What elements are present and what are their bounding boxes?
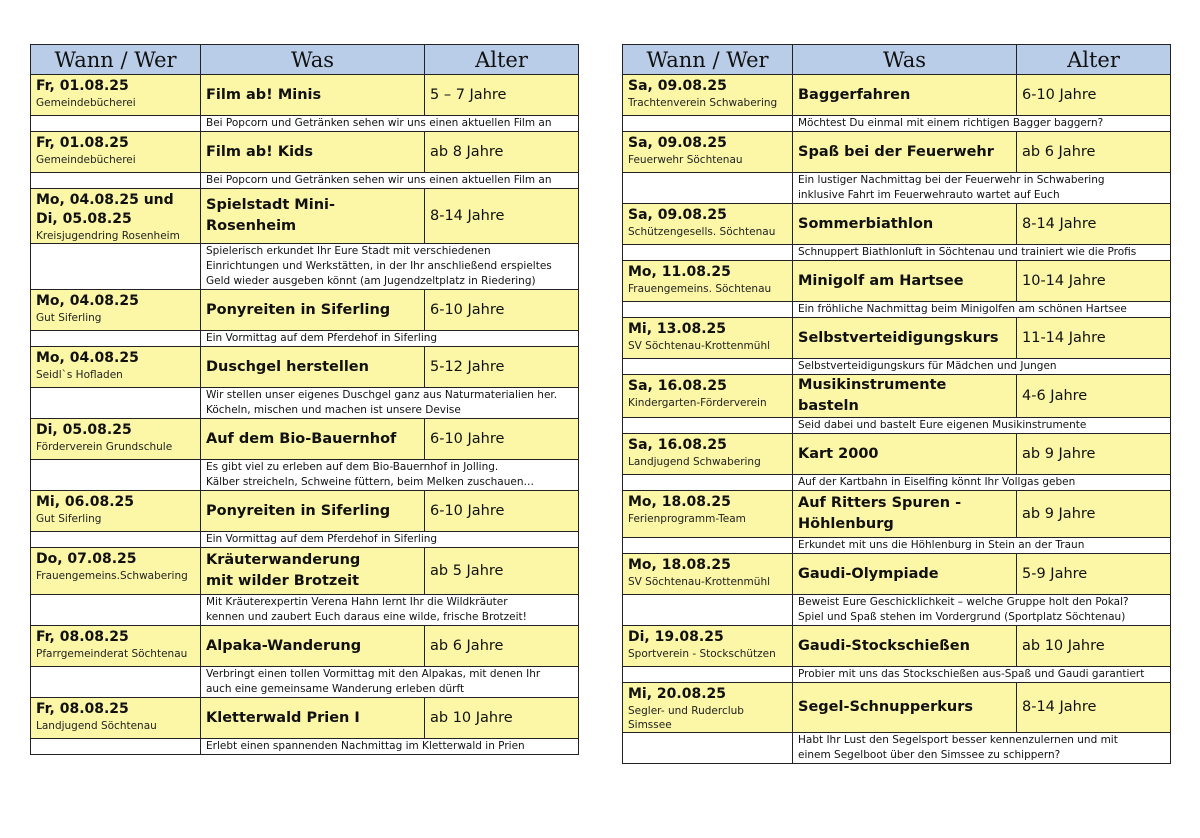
event-description-line: Verbringt einen tollen Vormittag mit den Alpakas, mit denen Ihr bbox=[206, 668, 541, 680]
event-age-cell bbox=[425, 698, 579, 739]
event-title-cell bbox=[793, 132, 1017, 173]
event-row bbox=[31, 290, 579, 331]
description-spacer bbox=[31, 532, 201, 548]
event-date: Di, 19.08.25 bbox=[628, 629, 724, 645]
event-description bbox=[793, 667, 1171, 683]
event-age-cell bbox=[1017, 375, 1171, 418]
event-description bbox=[201, 244, 579, 290]
event-description bbox=[793, 475, 1171, 491]
description-spacer bbox=[623, 245, 793, 261]
event-organizer: Seidl`s Hofladen bbox=[36, 369, 123, 381]
event-description-row bbox=[623, 475, 1171, 491]
event-description bbox=[793, 595, 1171, 626]
event-row bbox=[623, 318, 1171, 359]
event-title: Minigolf am Hartsee bbox=[798, 272, 964, 289]
event-title-cell bbox=[793, 375, 1017, 418]
event-description-row bbox=[31, 173, 579, 189]
description-spacer bbox=[623, 302, 793, 318]
event-when-who bbox=[623, 261, 793, 302]
event-age: 6-10 Jahre bbox=[430, 430, 505, 447]
event-date: Mi, 20.08.25 bbox=[628, 686, 727, 702]
event-organizer: Landjugend Söchtenau bbox=[36, 720, 157, 732]
event-organizer: Gemeindebücherei bbox=[36, 154, 136, 166]
event-when-who bbox=[623, 375, 793, 418]
event-age-cell bbox=[1017, 204, 1171, 245]
event-description-line: Seid dabei und bastelt Eure eigenen Musikinstrumente bbox=[798, 419, 1087, 431]
event-title-cell bbox=[793, 683, 1017, 733]
description-spacer bbox=[623, 359, 793, 375]
event-title-cell bbox=[201, 698, 425, 739]
event-description bbox=[201, 388, 579, 419]
description-spacer bbox=[623, 475, 793, 491]
event-description-line: einem Segelboot über den Simssee zu schippern? bbox=[798, 749, 1061, 761]
event-when-who bbox=[623, 683, 793, 733]
event-organizer: SV Söchtenau-Krottenmühl bbox=[628, 340, 771, 352]
event-description-row bbox=[31, 460, 579, 491]
event-when-who bbox=[31, 626, 201, 667]
event-description bbox=[793, 359, 1171, 375]
event-row bbox=[623, 683, 1171, 733]
event-description-line: Spiel und Spaß stehen im Vordergrund (Sportplatz Söchtenau) bbox=[798, 611, 1126, 623]
event-age: 6-10 Jahre bbox=[1022, 86, 1097, 103]
description-spacer bbox=[623, 173, 793, 204]
event-age-cell bbox=[425, 75, 579, 116]
event-description bbox=[793, 733, 1171, 764]
event-title-cell bbox=[201, 132, 425, 173]
event-description-line: Selbstverteidigungskurs für Mädchen und Jungen bbox=[798, 360, 1057, 372]
table-header-row bbox=[623, 45, 1171, 75]
event-title: Musikinstrumente basteln bbox=[798, 377, 947, 414]
event-when-who bbox=[623, 132, 793, 173]
event-row bbox=[623, 204, 1171, 245]
event-organizer: Gemeindebücherei bbox=[36, 97, 136, 109]
event-description-line: Bei Popcorn und Getränken sehen wir uns einen aktuellen Film an bbox=[206, 174, 552, 186]
event-title: Baggerfahren bbox=[798, 86, 911, 103]
event-description-line: auch eine gemeinsame Wanderung erleben dürft bbox=[206, 683, 465, 695]
event-organizer: Frauengemeins. Söchtenau bbox=[628, 283, 772, 295]
event-description bbox=[793, 538, 1171, 554]
event-row bbox=[31, 698, 579, 739]
event-age: ab 5 Jahre bbox=[430, 562, 504, 579]
description-spacer bbox=[31, 116, 201, 132]
event-description-row bbox=[623, 302, 1171, 318]
event-date: Do, 07.08.25 bbox=[36, 551, 137, 567]
event-age-cell bbox=[425, 132, 579, 173]
event-age-cell bbox=[1017, 491, 1171, 538]
event-age: ab 10 Jahre bbox=[1022, 637, 1105, 654]
event-age: ab 6 Jahre bbox=[430, 637, 504, 654]
event-organizer: Kreisjugendring Rosenheim bbox=[36, 230, 180, 242]
event-date: Sa, 16.08.25 bbox=[628, 378, 727, 394]
description-spacer bbox=[31, 331, 201, 347]
event-date: Fr, 08.08.25 bbox=[36, 629, 129, 645]
event-title: Alpaka-Wanderung bbox=[206, 637, 362, 654]
header-wann: Wann / Wer bbox=[31, 45, 201, 75]
event-organizer: Simssee bbox=[628, 719, 672, 731]
event-description-line: Einrichtungen und Werkstätten, in der Ihr anschließend erspieltes bbox=[206, 260, 552, 272]
event-title-cell bbox=[201, 419, 425, 460]
event-age: 5 – 7 Jahre bbox=[430, 86, 507, 103]
event-when-who bbox=[623, 434, 793, 475]
program-entries-left bbox=[31, 75, 579, 755]
event-description bbox=[201, 532, 579, 548]
event-age: ab 9 Jahre bbox=[1022, 445, 1096, 462]
event-when-who bbox=[31, 548, 201, 595]
event-row bbox=[31, 189, 579, 244]
event-title: Kräuterwanderung bbox=[206, 552, 361, 568]
event-age-cell bbox=[425, 548, 579, 595]
event-description-line: Bei Popcorn und Getränken sehen wir uns einen aktuellen Film an bbox=[206, 117, 552, 129]
event-row bbox=[31, 626, 579, 667]
header-wann: Wann / Wer bbox=[623, 45, 793, 75]
event-description bbox=[201, 173, 579, 189]
event-organizer: Ferienprogramm-Team bbox=[628, 513, 746, 525]
event-title-cell bbox=[793, 434, 1017, 475]
event-age-cell bbox=[1017, 318, 1171, 359]
event-age-cell bbox=[1017, 434, 1171, 475]
event-age: 4-6 Jahre bbox=[1022, 387, 1088, 404]
event-when-who bbox=[31, 698, 201, 739]
event-title-cell bbox=[201, 290, 425, 331]
event-when-who bbox=[623, 318, 793, 359]
event-title: Spaß bei der Feuerwehr bbox=[798, 143, 994, 160]
event-title: Spielstadt Mini-Rosenheim bbox=[206, 197, 336, 234]
description-spacer bbox=[623, 116, 793, 132]
event-organizer: SV Söchtenau-Krottenmühl bbox=[628, 576, 771, 588]
event-title: Kletterwald Prien I bbox=[206, 709, 360, 726]
event-description-row bbox=[623, 667, 1171, 683]
event-organizer: Förderverein Grundschule bbox=[36, 441, 173, 453]
event-description-row bbox=[623, 245, 1171, 261]
event-age-cell bbox=[1017, 132, 1171, 173]
header-alter: Alter bbox=[425, 45, 579, 75]
event-age: 5-9 Jahre bbox=[1022, 565, 1088, 582]
event-date: Fr, 01.08.25 bbox=[36, 78, 129, 94]
event-when-who bbox=[623, 626, 793, 667]
event-description-row bbox=[31, 532, 579, 548]
event-when-who bbox=[31, 75, 201, 116]
event-description bbox=[201, 460, 579, 491]
description-spacer bbox=[623, 418, 793, 434]
event-description-line: Geld wieder ausgeben könnt (am Jugendzeltplatz in Riedering) bbox=[206, 275, 536, 287]
event-description bbox=[201, 595, 579, 626]
event-age-cell bbox=[425, 419, 579, 460]
event-description-line: Möchtest Du einmal mit einem richtigen Bagger baggern? bbox=[798, 117, 1104, 129]
event-date: Sa, 16.08.25 bbox=[628, 437, 727, 453]
event-age-cell bbox=[425, 189, 579, 244]
event-description bbox=[201, 116, 579, 132]
event-row bbox=[31, 75, 579, 116]
event-row bbox=[623, 626, 1171, 667]
event-date: Mi, 13.08.25 bbox=[628, 321, 727, 337]
event-date: Fr, 01.08.25 bbox=[36, 135, 129, 151]
event-date: Mo, 11.08.25 bbox=[628, 264, 731, 280]
event-when-who bbox=[623, 554, 793, 595]
event-row bbox=[31, 419, 579, 460]
event-age-cell bbox=[425, 626, 579, 667]
program-entries-right bbox=[623, 75, 1171, 764]
event-description bbox=[793, 418, 1171, 434]
event-description-line: Ein Vormittag auf dem Pferdehof in Siferling bbox=[206, 332, 438, 344]
description-spacer bbox=[31, 595, 201, 626]
event-age: 8-14 Jahre bbox=[430, 207, 505, 224]
event-description-row bbox=[31, 388, 579, 419]
event-title: Höhlenburg bbox=[798, 516, 894, 532]
event-organizer: Pfarrgemeinderat Söchtenau bbox=[36, 648, 188, 660]
event-title: Ponyreiten in Siferling bbox=[206, 301, 391, 318]
event-date: Fr, 08.08.25 bbox=[36, 701, 129, 717]
event-description-row bbox=[623, 116, 1171, 132]
table-header-row bbox=[31, 45, 579, 75]
event-description-line: Probier mit uns das Stockschießen aus-Spaß und Gaudi garantiert bbox=[798, 668, 1145, 680]
event-date: Di, 05.08.25 bbox=[36, 422, 132, 438]
event-description-line: Ein Vormittag auf dem Pferdehof in Siferling bbox=[206, 533, 438, 545]
event-title-cell bbox=[793, 491, 1017, 538]
description-spacer bbox=[31, 460, 201, 491]
event-organizer: Kindergarten-Förderverein bbox=[628, 397, 767, 409]
event-row bbox=[623, 375, 1171, 418]
event-title-cell bbox=[793, 261, 1017, 302]
event-date: Di, 05.08.25 bbox=[36, 211, 132, 227]
event-title: Segel-Schnupperkurs bbox=[798, 699, 973, 715]
event-date: Mo, 18.08.25 bbox=[628, 557, 731, 573]
event-age: 6-10 Jahre bbox=[430, 301, 505, 318]
event-age: 5-12 Jahre bbox=[430, 358, 505, 375]
event-title: Film ab! Minis bbox=[206, 86, 322, 103]
description-spacer bbox=[31, 388, 201, 419]
event-organizer: Feuerwehr Söchtenau bbox=[628, 154, 743, 166]
event-description-line: Ein lustiger Nachmittag bei der Feuerwehr in Schwabering bbox=[798, 174, 1105, 186]
header-was: Was bbox=[201, 45, 425, 75]
event-title-cell bbox=[793, 626, 1017, 667]
event-title: Duschgel herstellen bbox=[206, 358, 369, 375]
event-title: Film ab! Kids bbox=[206, 143, 314, 160]
event-organizer: Gut Siferling bbox=[36, 312, 102, 324]
event-description-line: Auf der Kartbahn in Eiselfing könnt Ihr Vollgas geben bbox=[798, 476, 1076, 488]
event-when-who bbox=[623, 204, 793, 245]
event-description bbox=[793, 302, 1171, 318]
event-when-who bbox=[31, 347, 201, 388]
header-was: Was bbox=[793, 45, 1017, 75]
event-description-line: Schnuppert Biathlonluft in Söchtenau und trainiert wie die Profis bbox=[798, 246, 1137, 258]
description-spacer bbox=[623, 595, 793, 626]
event-age-cell bbox=[1017, 554, 1171, 595]
event-description bbox=[793, 173, 1171, 204]
event-description-row bbox=[31, 595, 579, 626]
event-age-cell bbox=[1017, 261, 1171, 302]
event-when-who bbox=[31, 189, 201, 244]
event-row bbox=[623, 132, 1171, 173]
event-age: 10-14 Jahre bbox=[1022, 272, 1106, 289]
event-description bbox=[793, 116, 1171, 132]
event-title-cell bbox=[201, 491, 425, 532]
event-age-cell bbox=[425, 290, 579, 331]
event-title-cell bbox=[201, 75, 425, 116]
event-description-line: Erlebt einen spannenden Nachmittag im Kletterwald in Prien bbox=[206, 740, 525, 752]
event-description-row bbox=[31, 331, 579, 347]
event-organizer: Trachtenverein Schwabering bbox=[628, 97, 778, 109]
event-row bbox=[623, 491, 1171, 538]
description-spacer bbox=[31, 739, 201, 755]
event-description-row bbox=[31, 116, 579, 132]
event-title: Auf Ritters Spuren - bbox=[798, 495, 962, 511]
event-when-who bbox=[31, 132, 201, 173]
program-table-right bbox=[622, 44, 1171, 764]
event-title: Kart 2000 bbox=[798, 445, 879, 462]
event-date: Sa, 09.08.25 bbox=[628, 135, 727, 151]
event-age: 8-14 Jahre bbox=[1022, 699, 1097, 715]
event-date: Mi, 06.08.25 bbox=[36, 494, 135, 510]
event-description-line: kennen und zaubert Euch daraus eine wilde, frische Brotzeit! bbox=[206, 611, 527, 623]
event-organizer: Schützengesells. Söchtenau bbox=[628, 226, 776, 238]
event-description-line: Habt Ihr Lust den Segelsport besser kennenzulernen und mit bbox=[798, 734, 1118, 746]
event-description-line: Es gibt viel zu erleben auf dem Bio-Bauernhof in Jolling. bbox=[206, 461, 499, 473]
event-description-row bbox=[31, 739, 579, 755]
event-age-cell bbox=[425, 347, 579, 388]
description-spacer bbox=[623, 733, 793, 764]
event-description-line: Spielerisch erkundet Ihr Eure Stadt mit verschiedenen bbox=[206, 245, 491, 257]
event-when-who bbox=[31, 419, 201, 460]
event-title-cell bbox=[793, 554, 1017, 595]
event-title: Auf dem Bio-Bauernhof bbox=[206, 430, 397, 447]
event-row bbox=[31, 491, 579, 532]
event-description-line: inklusive Fahrt im Feuerwehrauto wartet auf Euch bbox=[798, 189, 1060, 201]
event-row bbox=[623, 261, 1171, 302]
event-age-cell bbox=[1017, 75, 1171, 116]
event-title-cell bbox=[201, 189, 425, 244]
event-description-line: Beweist Eure Geschicklichkeit – welche Gruppe holt den Pokal? bbox=[798, 596, 1129, 608]
description-spacer bbox=[31, 173, 201, 189]
event-description-line: Mit Kräuterexpertin Verena Hahn lernt Ihr die Wildkräuter bbox=[206, 596, 508, 608]
event-when-who bbox=[31, 491, 201, 532]
event-description-row bbox=[31, 244, 579, 290]
event-age: ab 6 Jahre bbox=[1022, 143, 1096, 160]
event-title-cell bbox=[793, 204, 1017, 245]
event-title-cell bbox=[201, 626, 425, 667]
event-description-line: Köcheln, mischen und machen ist unsere Devise bbox=[206, 404, 461, 416]
event-age-cell bbox=[425, 491, 579, 532]
event-description bbox=[201, 331, 579, 347]
event-age: ab 10 Jahre bbox=[430, 709, 513, 726]
event-organizer: Frauengemeins.Schwabering bbox=[36, 570, 188, 582]
event-description-row bbox=[623, 418, 1171, 434]
event-date: Mo, 04.08.25 bbox=[36, 350, 139, 366]
event-row bbox=[623, 554, 1171, 595]
description-spacer bbox=[31, 244, 201, 290]
event-title-cell bbox=[201, 548, 425, 595]
description-spacer bbox=[31, 667, 201, 698]
event-organizer: Sportverein - Stockschützen bbox=[628, 648, 776, 660]
header-alter: Alter bbox=[1017, 45, 1171, 75]
event-description-row bbox=[623, 595, 1171, 626]
event-organizer: Landjugend Schwabering bbox=[628, 456, 761, 468]
event-description-line: Erkundet mit uns die Höhlenburg in Stein an der Traun bbox=[798, 539, 1085, 551]
event-when-who bbox=[623, 491, 793, 538]
event-title-cell bbox=[793, 318, 1017, 359]
event-description-row bbox=[623, 733, 1171, 764]
event-age-cell bbox=[1017, 626, 1171, 667]
event-description-row bbox=[623, 173, 1171, 204]
event-date: Sa, 09.08.25 bbox=[628, 207, 727, 223]
event-title: Selbstverteidigungskurs bbox=[798, 329, 999, 346]
event-description-row bbox=[623, 359, 1171, 375]
event-row bbox=[31, 548, 579, 595]
event-row bbox=[623, 434, 1171, 475]
event-date: Sa, 09.08.25 bbox=[628, 78, 727, 94]
event-description bbox=[201, 667, 579, 698]
event-description bbox=[793, 245, 1171, 261]
event-age: 11-14 Jahre bbox=[1022, 329, 1106, 346]
event-organizer: Gut Siferling bbox=[36, 513, 102, 525]
event-title-cell bbox=[793, 75, 1017, 116]
event-date: Mo, 18.08.25 bbox=[628, 494, 731, 510]
event-date: Mo, 04.08.25 und bbox=[36, 192, 174, 208]
event-description-line: Kälber streicheln, Schweine füttern, beim Melken zuschauen… bbox=[206, 476, 535, 488]
description-spacer bbox=[623, 538, 793, 554]
event-row bbox=[31, 132, 579, 173]
event-title: Sommerbiathlon bbox=[798, 215, 934, 232]
event-age: 6-10 Jahre bbox=[430, 502, 505, 519]
event-title-cell bbox=[201, 347, 425, 388]
event-description-line: Ein fröhliche Nachmittag beim Minigolfen am schönen Hartsee bbox=[798, 303, 1127, 315]
event-organizer: Segler- und Ruderclub bbox=[628, 705, 744, 717]
event-when-who bbox=[31, 290, 201, 331]
event-age-cell bbox=[1017, 683, 1171, 733]
event-age: 8-14 Jahre bbox=[1022, 215, 1097, 232]
description-spacer bbox=[623, 667, 793, 683]
event-description-row bbox=[623, 538, 1171, 554]
event-title: Gaudi-Olympiade bbox=[798, 565, 939, 582]
event-age: ab 9 Jahre bbox=[1022, 505, 1096, 522]
event-title: mit wilder Brotzeit bbox=[206, 573, 360, 589]
event-title: Gaudi-Stockschießen bbox=[798, 637, 970, 654]
event-description-row bbox=[31, 667, 579, 698]
event-date: Mo, 04.08.25 bbox=[36, 293, 139, 309]
event-when-who bbox=[623, 75, 793, 116]
program-table-left bbox=[30, 44, 579, 755]
event-row bbox=[623, 75, 1171, 116]
event-title: Ponyreiten in Siferling bbox=[206, 502, 391, 519]
event-description-line: Wir stellen unser eigenes Duschgel ganz aus Naturmaterialien her. bbox=[206, 389, 558, 401]
event-description bbox=[201, 739, 579, 755]
event-row bbox=[31, 347, 579, 388]
event-age: ab 8 Jahre bbox=[430, 143, 504, 160]
